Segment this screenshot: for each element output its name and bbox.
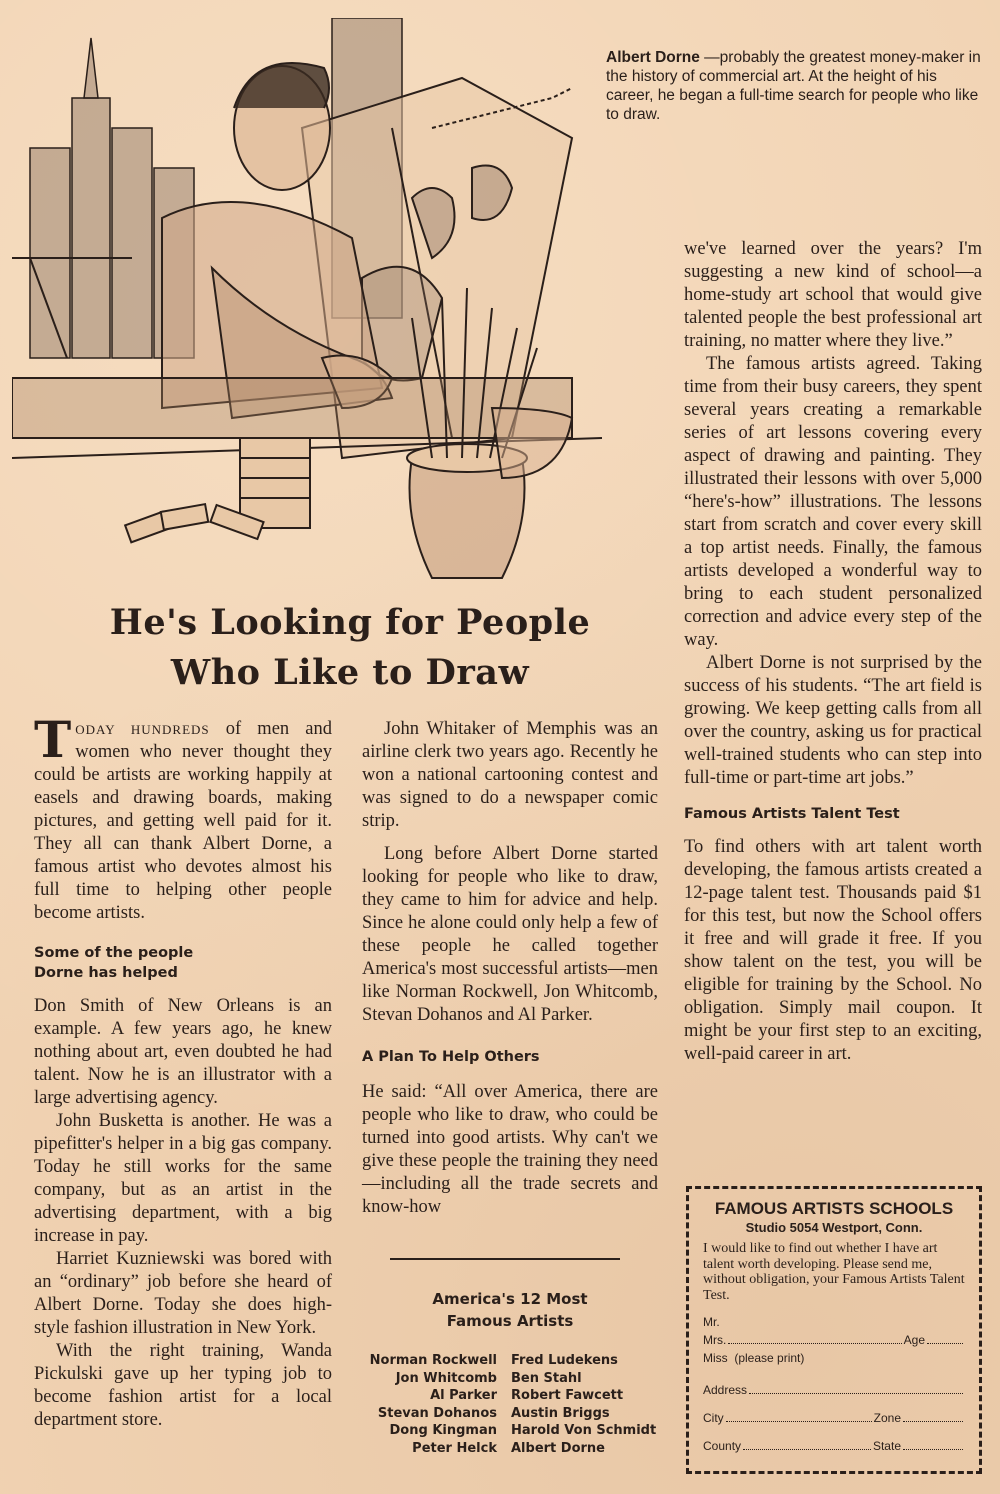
county-label: County xyxy=(703,1439,742,1453)
paragraph-continued: we've learned over the years? I'm suggesting a new kind of school—a home-study art school that would give talented people the best professional art training, no matter where they live.” xyxy=(684,239,982,351)
coupon-city-field[interactable] xyxy=(703,1411,965,1425)
paragraph-john-whitaker: John Whitaker of Memphis was an airline clerk two years ago. Recently he won a national cartooning contest and was signed to do a newspaper comic strip. xyxy=(362,719,658,831)
subhead-people-helped xyxy=(34,943,332,983)
artist-name: Ben Stahl xyxy=(511,1370,582,1386)
intro-paragraph xyxy=(34,710,332,925)
name-line[interactable] xyxy=(728,1333,901,1344)
artist-name: Albert Dorne xyxy=(511,1440,605,1456)
city-line[interactable] xyxy=(726,1411,872,1422)
paragraph-don-smith: Don Smith of New Orleans is an example. A few years ago, he knew nothing about art, even doubted he had talent. Now he is an illustrator with a large advertising agency. xyxy=(34,996,332,1108)
county-line[interactable] xyxy=(743,1439,871,1450)
artist-name: Fred Ludekens xyxy=(511,1353,618,1368)
paragraph-he-said: He said: “All over America, there are people who like to draw, who could be turned into good artists. Why can't we give these people the training they need—including all the trade secrets and know-how xyxy=(362,1082,658,1217)
tape-rolls xyxy=(240,438,310,528)
albert-dorne-illustration xyxy=(12,18,602,598)
coupon-miss-label xyxy=(703,1351,965,1365)
mail-coupon[interactable] xyxy=(686,1186,982,1474)
headline-line-1: He's Looking for People xyxy=(109,602,591,643)
famous-artists-heading xyxy=(362,1288,658,1332)
artist-name: Harold Von Schmidt xyxy=(511,1423,657,1438)
coupon-studio: Studio 5054 Westport, Conn. xyxy=(745,1220,923,1235)
address-label: Address xyxy=(703,1383,748,1397)
coupon-mrs-field[interactable] xyxy=(703,1333,965,1347)
artist-name: Norman Rockwell xyxy=(369,1353,497,1368)
subhead-plan: A Plan To Help Others xyxy=(362,1049,540,1065)
miss-label: Miss xyxy=(703,1351,728,1365)
artist-name: Austin Briggs xyxy=(511,1405,610,1421)
headline-line-2: Who Like to Draw xyxy=(170,652,530,693)
state-line[interactable] xyxy=(903,1439,963,1450)
column-1 xyxy=(34,710,332,1432)
paragraph-talent-test: To find others with art talent worth developing, the famous artists created a 12-page talent test. Thousands paid $1 for this test, but now the School offers it free and will grade it free. If you show talent on the test, you will be eligible for training by the School. No obligation. Simply mail coupon. It might be your first step to an exciting, well-paid career in art. xyxy=(684,837,982,1064)
paragraph-harriet: Harriet Kuzniewski was bored with an “ordinary” job before she heard of Albert Dorne. Today she does high-style fashion illustration in New York. xyxy=(34,1249,332,1338)
artist-row xyxy=(352,1387,672,1405)
column-3 xyxy=(684,238,982,1066)
mrs-label: Mrs. xyxy=(703,1333,727,1347)
artist-row xyxy=(352,1422,672,1440)
drop-cap: T xyxy=(34,710,72,769)
print-note: (please print) xyxy=(734,1351,805,1365)
coupon-county-field[interactable] xyxy=(703,1439,965,1453)
artist-row xyxy=(352,1370,672,1388)
zone-line[interactable] xyxy=(903,1411,963,1422)
subhead-talent-test: Famous Artists Talent Test xyxy=(684,806,900,822)
bowl xyxy=(492,408,572,478)
caption-name: Albert Dorne xyxy=(606,49,700,66)
coupon-address-field[interactable] xyxy=(703,1383,965,1397)
artist-name: Dong Kingman xyxy=(389,1423,497,1438)
city-label: City xyxy=(703,1411,724,1425)
coupon-mr-label xyxy=(703,1315,965,1329)
paragraph-not-surprised: Albert Dorne is not surprised by the success of his students. “The art field is growing. We keep getting calls from all over the country, asking us for practical well-trained students who can step into full-time or part-time art jobs.” xyxy=(684,653,982,788)
column-2 xyxy=(362,718,658,1219)
state-label: State xyxy=(872,1439,901,1453)
artist-name: Al Parker xyxy=(430,1388,497,1403)
artist-row xyxy=(352,1405,672,1423)
artist-name: Stevan Dohanos xyxy=(377,1405,497,1421)
divider-rule xyxy=(390,1258,620,1260)
artist-name: Jon Whitcomb xyxy=(395,1370,497,1386)
famous-heading-line-2: Famous Artists xyxy=(446,1312,574,1330)
age-line[interactable] xyxy=(927,1333,963,1344)
address-line[interactable] xyxy=(749,1383,963,1394)
zone-label: Zone xyxy=(873,1411,901,1425)
artist-name: Peter Helck xyxy=(412,1440,497,1456)
illustration-caption xyxy=(606,48,986,124)
famous-artists-list xyxy=(352,1352,672,1457)
famous-heading-line-1: America's 12 Most xyxy=(432,1290,588,1308)
coupon-text: I would like to find out whether I have art talent worth developing. Please send me, without obligation, your Famous Artists Talent Test. xyxy=(703,1241,965,1303)
artist-name: Robert Fawcett xyxy=(511,1388,624,1403)
subhead-line-1: Some of the people xyxy=(34,945,194,961)
headline xyxy=(60,598,640,698)
paragraph-long-before: Long before Albert Dorne started looking for people who like to draw, they came to him for advice and help. Since he alone could only help a few of these people he called together America's most successful artists—men like Norman Rockwell, Jon Whitcomb, Stevan Dohanos and Al Parker. xyxy=(362,844,658,1025)
age-label: Age xyxy=(903,1333,925,1347)
artist-row xyxy=(352,1352,672,1370)
subhead-line-2: Dorne has helped xyxy=(34,965,178,981)
paragraph-wanda: With the right training, Wanda Pickulski gave up her typing job to become fashion artist for a local department store. xyxy=(34,1341,332,1430)
coupon-title: FAMOUS ARTISTS SCHOOLS xyxy=(714,1199,954,1218)
intro-rest: of men and women who never thought they could be artists are working happily at easels and drawing boards, making pictures, and getting well paid for it. They all can thank Albert Dorne, a famous artist who devotes almost his full time to helping other people become artists. xyxy=(34,719,332,923)
paragraph-john-busketta: John Busketta is another. He was a pipefitter's helper in a big gas company. Today he still works for the same company, but as an artist in the advertising department, with a big increase in pay. xyxy=(34,1111,332,1246)
intro-smallcaps: ODAY HUNDREDS xyxy=(75,722,210,737)
paragraph-artists-agreed: The famous artists agreed. Taking time from their busy careers, they spent several years creating a remarkable series of art lessons covering every aspect of drawing and painting. They illustrated their lessons with over 5,000 “here's-how” illustrations. The lessons start from scratch and cover every skill a top artist needs. Finally, the famous artists developed a wonderful way to bring to each student personalized correction and advice every step of the way. xyxy=(684,354,982,650)
caption-text: —probably the greatest money-maker in the history of commercial art. At the height of his career, he began a full-time search for people who like to draw. xyxy=(606,49,981,123)
mr-label: Mr. xyxy=(703,1315,720,1329)
artist-row xyxy=(352,1440,672,1458)
